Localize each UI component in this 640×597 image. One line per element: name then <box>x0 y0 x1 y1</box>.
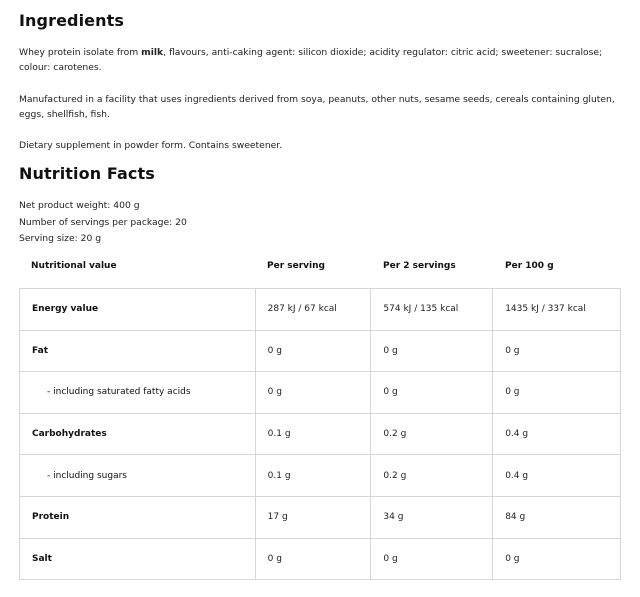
table-row <box>20 413 621 455</box>
nutrient-name: Protein <box>20 496 256 538</box>
nutrient-name: Salt <box>20 538 256 580</box>
supplement-note: Dietary supplement in powder form. Contains sweetener. <box>19 140 283 151</box>
nutrient-name: Fat <box>20 330 256 372</box>
ingredients-text-end: , flavours, anti-caking agent: silicon dioxide; acidity regulator: citric acid; sweetener: sucralose; colour: carotenes. <box>19 47 603 73</box>
value-per-serving: 0.1 g <box>255 455 371 497</box>
value-per-2-servings: 0 g <box>371 372 493 414</box>
nutrient-name: - including sugars <box>20 455 256 497</box>
value-per-serving: 0 g <box>255 538 371 580</box>
nutrition-table-header <box>19 258 621 278</box>
value-per-100g: 0 g <box>493 372 621 414</box>
value-per-2-servings: 574 kJ / 135 kcal <box>371 289 493 331</box>
nutrition-meta <box>19 198 187 248</box>
value-per-serving: 0 g <box>255 372 371 414</box>
value-per-100g: 0 g <box>493 330 621 372</box>
table-row <box>20 496 621 538</box>
column-header-per-2-servings: Per 2 servings <box>383 261 456 271</box>
allergen-milk: milk <box>141 47 164 58</box>
table-row <box>20 372 621 414</box>
value-per-serving: 0.1 g <box>255 413 371 455</box>
nutrition-heading: Nutrition Facts <box>19 164 155 183</box>
table-row <box>20 330 621 372</box>
value-per-100g: 0.4 g <box>493 455 621 497</box>
value-per-2-servings: 0.2 g <box>371 413 493 455</box>
column-header-nutritional-value: Nutritional value <box>31 261 117 271</box>
value-per-serving: 17 g <box>255 496 371 538</box>
serving-size: Serving size: 20 g <box>19 233 102 244</box>
value-per-2-servings: 0 g <box>371 330 493 372</box>
nutrient-name: Energy value <box>20 289 256 331</box>
table-row <box>20 289 621 331</box>
value-per-2-servings: 34 g <box>371 496 493 538</box>
allergen-note: Manufactured in a facility that uses ingredients derived from soya, peanuts, other nuts, sesame seeds, cereals containing gluten, eggs, shellfish, fish. <box>19 94 615 120</box>
value-per-100g: 0 g <box>493 538 621 580</box>
value-per-serving: 0 g <box>255 330 371 372</box>
ingredients-heading: Ingredients <box>19 11 124 30</box>
value-per-100g: 1435 kJ / 337 kcal <box>493 289 621 331</box>
table-row <box>20 538 621 580</box>
value-per-serving: 287 kJ / 67 kcal <box>255 289 371 331</box>
table-row <box>20 455 621 497</box>
nutrition-table <box>19 288 621 580</box>
ingredients-text-start: Whey protein isolate from <box>19 47 142 58</box>
column-header-per-100g: Per 100 g <box>505 261 554 271</box>
value-per-2-servings: 0.2 g <box>371 455 493 497</box>
nutrient-name: - including saturated fatty acids <box>20 372 256 414</box>
net-weight: Net product weight: 400 g <box>19 200 140 211</box>
value-per-100g: 0.4 g <box>493 413 621 455</box>
value-per-100g: 84 g <box>493 496 621 538</box>
value-per-2-servings: 0 g <box>371 538 493 580</box>
servings-per-package: Number of servings per package: 20 <box>19 216 187 228</box>
ingredients-list <box>19 45 619 75</box>
nutrient-name: Carbohydrates <box>20 413 256 455</box>
column-header-per-serving: Per serving <box>267 261 325 271</box>
